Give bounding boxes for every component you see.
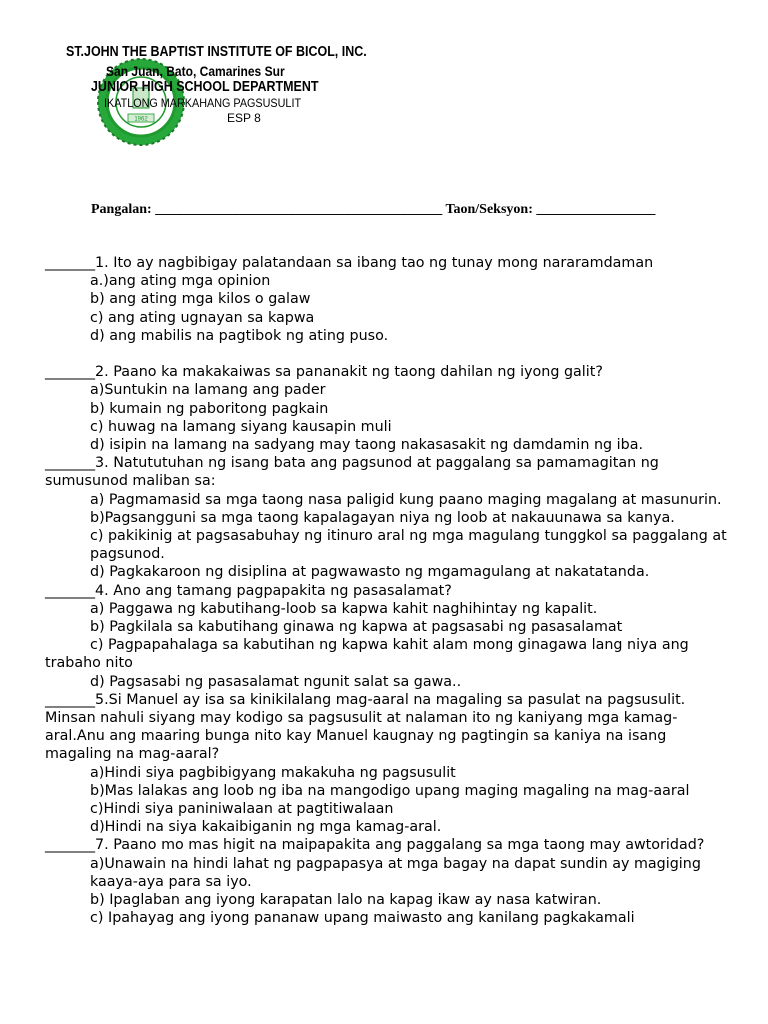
option-4c-overflow: trabaho nito — [45, 655, 133, 672]
option-7c: c) Ipahayag ang iyong pananaw upang maiwasto ang kanilang pagkakamali — [90, 910, 635, 927]
student-info-line — [91, 202, 655, 218]
option-4c: c) Pagpapahalaga sa kabutihan ng kapwa kahit alam mong ginagawa lang niya ang — [90, 637, 689, 654]
question-2: _______2. Paano ka makakaiwas sa pananakit ng taong dahilan ng iyong galit? — [45, 364, 603, 381]
question-1: _______1. Ito ay nagbibigay palatandaan sa ibang tao ng tunay mong nararamdaman — [45, 255, 654, 271]
department-name: JUNIOR HIGH SCHOOL DEPARTMENT — [91, 79, 319, 95]
question-list — [45, 254, 735, 928]
section-colon: : — [528, 202, 533, 217]
option-3a: a) Pagmamasid sa mga taong nasa paligid kung paano maging magalang at masunurin. b)Pagsangguni sa mga taong kapalagayan niya ng loob at nakauunawa sa kanya. — [90, 491, 722, 526]
option-5b: b)Mas lalakas ang loob ng iba na mangodigo upang maging magaling na mag-aaral — [90, 782, 690, 799]
option-4d: d) Pagsasabi ng pasasalamat ngunit salat sa gawa.. — [90, 673, 462, 690]
option-7a: a)Unawain na hindi lahat ng pagpapasya at mga bagay na dapat sundin ay magiging kaaya-aya para sa iyo. — [90, 855, 701, 890]
option-2d: d) isipin na lamang na sadyang may taong nakasasakit ng damdamin ng iba. — [90, 437, 644, 454]
option-3d: d) Pagkakaroon ng disiplina at pagwawasto ng mgamagulang at nakatatanda. — [90, 564, 650, 581]
option-1b: b) ang ating mga kilos o galaw — [90, 291, 311, 308]
question-3: _______3. Natututuhan ng isang bata ang pagsunod at paggalang sa pamamagitan ng sumusunod maliban sa: — [45, 455, 659, 490]
option-4a: a) Paggawa ng kabutihang-loob sa kapwa kahit naghihintay ng kapalit. — [90, 600, 598, 617]
question-7: _______7. Paano mo mas higit na maipapakita ang paggalang sa mga taong may awtoridad? — [45, 837, 705, 854]
name-blank[interactable]: _________________________________________ — [155, 202, 443, 217]
option-1a: a.)ang ating mga opinion — [90, 273, 271, 290]
option-5c: c)Hindi siya paniniwalaan at pagtitiwalaan — [90, 801, 394, 818]
option-1d: d) ang mabilis na pagtibok ng ating puso. — [90, 327, 389, 344]
exam-title: IKATLONG MARKAHANG PAGSUSULIT — [104, 96, 302, 110]
option-3c: c) pakikinig at pagsasabuhay ng itinuro aral ng mga magulang tunggkol sa paggalang at pagsunod. — [90, 528, 727, 563]
spacer — [45, 345, 735, 363]
section-blank[interactable]: _________________ — [536, 202, 656, 217]
question-4: _______4. Ano ang tamang pagpapakita ng pasasalamat? — [45, 582, 452, 599]
name-label: Pangalan: — [91, 202, 152, 217]
option-4b: b) Pagkilala sa kabutihang ginawa ng kapwa at pagsasabi ng pasasalamat — [90, 619, 623, 636]
subject-label: ESP 8 — [227, 111, 261, 125]
option-5a: a)Hindi siya pagbibigyang makakuha ng pagsusulit — [90, 764, 456, 781]
option-2c: c) huwag na lamang siyang kausapin muli — [90, 418, 392, 435]
option-2b: b) kumain ng paboritong pagkain — [90, 400, 329, 417]
school-name: ST.JOHN THE BAPTIST INSTITUTE OF BICOL, INC. — [66, 44, 367, 60]
section-label: Taon/Seksyon — [445, 202, 529, 217]
seal-year: 1962 — [134, 116, 148, 123]
option-5d: d)Hindi na siya kakaibiganin ng mga kamag-aral. — [90, 819, 442, 836]
option-7b: b) Ipaglaban ang iyong karapatan lalo na kapag ikaw ay nasa katwiran. — [90, 892, 602, 909]
option-2a: a)Suntukin na lamang ang pader — [90, 382, 326, 399]
option-1c: c) ang ating ugnayan sa kapwa — [90, 309, 315, 326]
question-5: _______5.Si Manuel ay isa sa kinikilalang mag-aaral na magaling sa pasulat na pagsusulit. Minsan nahuli siyang may kodigo sa pagsusulit at nalaman ito ng kaniyang mga kamag-aral.Anu ang maaring bunga nito kay Manuel kaugnay ng pagtingin sa kaniya na isang magaling na mag-aaral? — [45, 691, 686, 763]
school-address: San Juan, Bato, Camarines Sur — [106, 63, 285, 79]
